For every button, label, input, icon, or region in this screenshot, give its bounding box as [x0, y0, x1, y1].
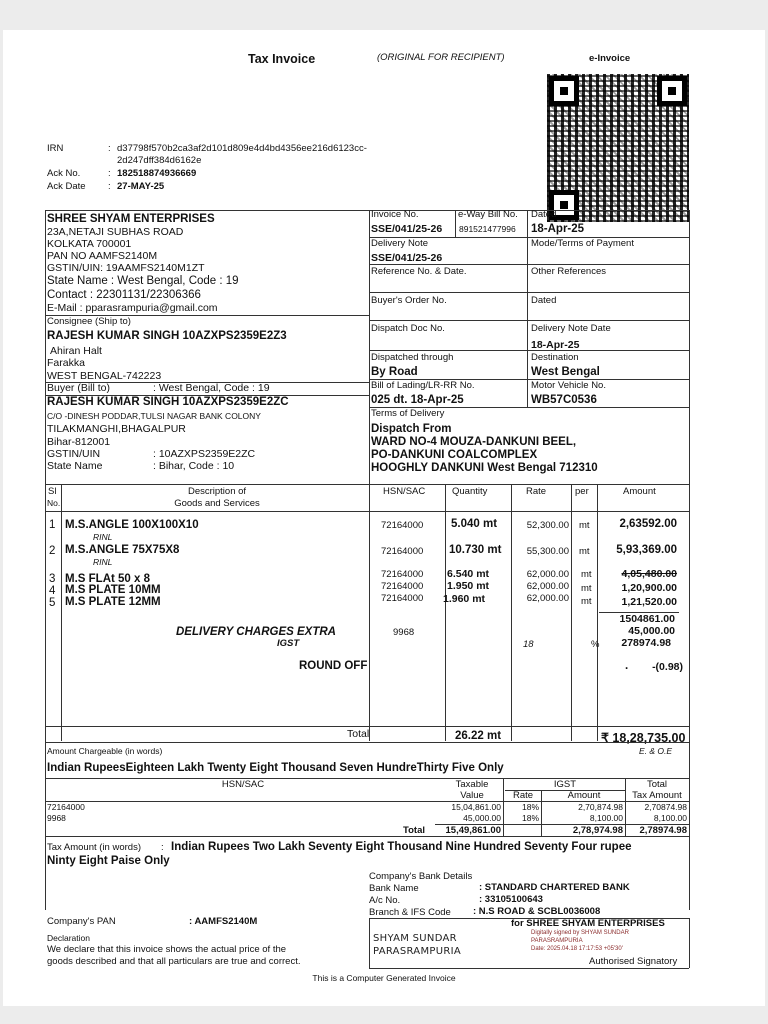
- tax-row-taxable: 15,04,861.00: [451, 802, 501, 812]
- delivery-note-date: 18-Apr-25: [531, 339, 580, 351]
- invoice-no-label: Invoice No.: [371, 209, 419, 220]
- signer-name-2: PARASRAMPURIA: [373, 946, 461, 957]
- eway-no: 891521477996: [459, 224, 516, 234]
- bank-ac-value: : 33105100643: [479, 894, 543, 905]
- irn-label: IRN: [47, 143, 64, 154]
- seller-address-2: KOLKATA 700001: [47, 238, 132, 250]
- delivery-note-label: Delivery Note: [371, 238, 429, 249]
- tax-row-amount: 2,70,874.98: [578, 802, 623, 812]
- item-qty: 5.040 mt: [451, 518, 498, 530]
- item-per: mt: [579, 546, 590, 557]
- tax-col-rate: Rate: [512, 790, 534, 801]
- item-per: mt: [581, 583, 592, 594]
- declaration-line-1: We declare that this invoice shows the actual price of the: [47, 944, 287, 955]
- item-hsn: 72164000: [381, 546, 424, 557]
- bol-label: Bill of Lading/LR-RR No.: [371, 380, 475, 391]
- tax-col-total-2: Tax Amount: [632, 790, 682, 801]
- tax-total-label: Total: [403, 825, 425, 836]
- tax-row-taxable: 45,000.00: [463, 813, 501, 823]
- seller-gstin: GSTIN/UIN: 19AAMFS2140M1ZT: [47, 262, 205, 274]
- buyer-line-1: C/O -DINESH PODDAR,TULSI NAGAR BANK COLONY: [47, 411, 261, 421]
- eoe: E. & O.E: [639, 746, 673, 756]
- tax-row-hsn: 72164000: [47, 802, 85, 812]
- invoice-no: SSE/041/25-26: [371, 223, 443, 235]
- company-pan-label: Company's PAN: [47, 916, 116, 927]
- digital-sig-3: Date: 2025.04.18 17:17:53 +05'30': [531, 946, 623, 952]
- seller-name: SHREE SHYAM ENTERPRISES: [47, 213, 215, 225]
- item-qty: 10.730 mt: [449, 544, 502, 556]
- tax-col-amount: Amount: [567, 790, 601, 801]
- delivery-hsn: 9968: [393, 627, 415, 638]
- col-amount: Amount: [623, 486, 656, 497]
- ack-date-value: 27-MAY-25: [117, 181, 165, 192]
- consignee-name: RAJESH KUMAR SINGH 10AZXPS2359E2Z3: [47, 330, 287, 342]
- seller-pan: PAN NO AAMFS2140M: [47, 250, 158, 262]
- col-desc-1: Description of: [187, 486, 247, 497]
- bol-value: 025 dt. 18-Apr-25: [371, 394, 464, 406]
- item-rate: 55,300.00: [526, 546, 569, 557]
- dated-label: Dated: [531, 209, 557, 220]
- item-desc: M.S.ANGLE 75X75X8: [65, 544, 180, 556]
- tax-col-igst: IGST: [553, 779, 577, 790]
- item-sl: 5: [49, 597, 56, 609]
- vehicle-label: Motor Vehicle No.: [531, 380, 606, 391]
- col-rate: Rate: [526, 486, 547, 497]
- tax-words-line-2: Ninty Eight Paise Only: [47, 855, 170, 867]
- bank-name-label: Bank Name: [369, 883, 419, 894]
- seller-state: State Name : West Bengal, Code : 19: [47, 275, 239, 287]
- signer-name-1: SHYAM SUNDAR: [373, 933, 457, 944]
- item-per: mt: [581, 569, 592, 580]
- roundoff-amount: -(0.98): [652, 661, 683, 673]
- tax-words-sep: :: [161, 842, 164, 853]
- ack-date-label: Ack Date: [47, 181, 86, 192]
- col-no: No.: [47, 498, 61, 508]
- digital-sig-2: PARASRAMPURIA: [531, 938, 583, 944]
- tax-words-label: Tax Amount (in words): [47, 842, 141, 853]
- item-sub: RINL: [93, 557, 113, 567]
- bank-title: Company's Bank Details: [369, 871, 473, 882]
- irn-value-1: d37798f570b2ca3af2d101d809e4d4bd4356ee216d6123cc-: [117, 143, 367, 154]
- igst-amount: 278974.98: [621, 637, 671, 649]
- ref-label: Reference No. & Date.: [371, 266, 467, 277]
- tax-col-total-1: Total: [646, 779, 668, 790]
- buyer-line-3: Bihar-812001: [47, 436, 111, 448]
- item-hsn: 72164000: [381, 569, 424, 580]
- item-sl: 4: [49, 585, 56, 597]
- item-rate: 62,000.00: [526, 581, 569, 592]
- seller-contact: Contact : 22301131/22306366: [47, 289, 201, 301]
- irn-colon: :: [108, 143, 111, 154]
- copy-label: (ORIGINAL FOR RECIPIENT): [377, 52, 505, 63]
- buyer-state-inline: : West Bengal, Code : 19: [153, 382, 270, 394]
- consignee-line-1: Ahiran Halt: [50, 345, 102, 357]
- consignee-label: Consignee (Ship to): [47, 316, 131, 327]
- buyer-order-dated-label: Dated: [531, 295, 557, 306]
- terms-label: Terms of Delivery: [371, 408, 445, 419]
- declaration-line-2: goods described and that all particulars are true and correct.: [47, 956, 301, 967]
- qr-code: [547, 74, 689, 222]
- col-desc-2: Goods and Services: [174, 498, 260, 509]
- tax-col-hsn: HSN/SAC: [221, 779, 265, 790]
- dispatched-through: By Road: [371, 366, 418, 378]
- tax-col-taxable-2: Value: [460, 790, 484, 801]
- delivery-note: SSE/041/25-26: [371, 252, 443, 264]
- invoice-sheet: Tax Invoice (ORIGINAL FOR RECIPIENT) e-Invoice IRN : d37798f570b2ca3af2d101d809e4d4bd4356ee216d6123cc- 2d247dff384d6162e Ack No. : 182518874936669 Ack Date : 27-MAY-25 SHREE SHYAM ENTERPRISES 23A,NETAJI SUBHAS ROAD KOLKATA 700001 PAN NO AAMFS2140M GSTIN/UIN: 19AAMFS2140M1ZT State Name : West Bengal, Code : 19 Contact : 22301131/22306366 E-Mail : pparasrampuria@gmail.com Consignee (Ship to) RAJESH KUMAR SINGH 10AZXPS2359E2Z3 Ahiran Halt Farakka WEST BENGAL-742223 Buyer (Bill to) : West Bengal, Code : 19 RAJESH KUMAR SINGH 10AZXPS2359E2ZC C/O -DINESH PODDAR,TULSI NAGAR BANK COLONY TILAKMANGHI,BHAGALPUR Bihar-812001 GSTIN/UIN : 10AZXPS2359E2ZC State Name : Bihar, Code : 10 Invoice No. e-Way Bill No. Dated SSE/041/25-26 891521477996 18-Apr-25 Delivery Note Mode/Terms of Payment SSE/041/25-26 Reference No. & Date. Other References Buyer's Order No. Dated Dispatch Doc No. Delivery Note Date 18-Apr-25 Dispatched through Destination By Road West Bengal Bill of Lading/LR-RR No. Motor Vehicle No. 025 dt. 18-Apr-25 WB57C0536 Terms of Delivery Dispatch From WARD NO-4 MOUZA-DANKUNI BEEL, PO-DANKUNI COALCOMPLEX HOOGHLY DANKUNI West Bengal 712310 Sl No. Description of Goods and Services HSN/SAC Quantity Rate per Amount 1 M.S.ANGLE 100X100X10 RINL 72164000 5.040 mt 52,300.00 mt 2,63592.00 2 M.S.ANGLE 75X75X8 RINL 72164000 10.730 mt 55,300.00 mt 5,93,369.00 3 M.S FLAt 50 x 8 72164000 6.540 mt 62,000.00 mt 4,05,480.00 4 M.S PLATE 10MM 72164000 1.950 mt 62,000.00 mt 1,20,900.00 5 M.S PLATE 12MM 72164000 1.960 mt 62,000.00 mt 1,21,520.00 1504861.00 DELIVERY CHARGES EXTRA 9968 45,000.00 IGST 18 % 278974.98 ROUND OFF . -(0.98) Total 26.22 mt ₹ 18,28,735.00 Amount Chargeable (in words) E. & O.E Indian RupeesEighteen Lakh Twenty Eight Thousand Seven HundreThirty Five Only HSN/SAC Taxable Value IGST Rate Amount Total Tax Amount 72164000 15,04,861.00 18% 2,70,874.98 2,70874.98 9968 45,000.00 18% 8,100.00 8,100.00 Total 15,49,861.00 2,78,974.98 2,78974.98 Tax Amount (in words) : Indian Rupees Two Lakh Seventy Eight Thousand Nine Hundred Seventy Four rupee Ninty Eight Paise Only Company's Bank Details Bank Name : STANDARD CHARTERED BANK A/c No. : 33105100643 Branch & IFS Code : N.S ROAD & SCBL0036008 Company's PAN : AAMFS2140M Declaration We declare that this invoice shows the actual price of the goods described and that all particulars are true and correct. for SHREE SHYAM ENTERPRISES SHYAM SUNDAR PARASRAMPURIA Digitally signed by SHYAM SUNDAR PARASRAMPURIA Date: 2025.04.18 17:17:53 +05'30' Authorised Signatory This is a Computer Generated Invoice: [3, 30, 765, 1006]
- tax-col-taxable-1: Taxable: [455, 779, 489, 790]
- item-desc: M.S.ANGLE 100X100X10: [65, 519, 199, 531]
- item-qty: 6.540 mt: [447, 568, 490, 580]
- igst-rate: 18: [523, 639, 534, 650]
- seller-address-1: 23A,NETAJI SUBHAS ROAD: [47, 226, 184, 238]
- buyer-gstin-value: : 10AZXPS2359E2ZC: [153, 448, 256, 460]
- item-sl: 1: [49, 519, 56, 531]
- item-rate: 62,000.00: [526, 593, 569, 604]
- item-sl: 3: [49, 573, 56, 585]
- roundoff-label: ROUND OFF: [299, 660, 368, 672]
- item-hsn: 72164000: [381, 520, 424, 531]
- dispatch-line-2: PO-DANKUNI COALCOMPLEX: [371, 449, 538, 461]
- mode-label: Mode/Terms of Payment: [531, 238, 634, 249]
- col-per: per: [575, 486, 589, 497]
- tax-total-amount: 2,78,974.98: [572, 825, 623, 836]
- item-desc: M.S PLATE 10MM: [65, 584, 161, 596]
- igst-per: %: [591, 639, 600, 650]
- irn-value-2: 2d247dff384d6162e: [117, 155, 202, 166]
- dispatched-through-label: Dispatched through: [371, 352, 454, 363]
- buyer-gstin-label: GSTIN/UIN: [47, 448, 101, 460]
- amount-words: Indian RupeesEighteen Lakh Twenty Eight Thousand Seven HundreThirty Five Only: [47, 762, 504, 774]
- item-amount: 2,63592.00: [619, 518, 677, 530]
- einvoice-label: e-Invoice: [589, 53, 631, 64]
- buyer-label: Buyer (Bill to): [47, 382, 111, 394]
- igst-label: IGST: [277, 638, 300, 649]
- item-qty: 1.950 mt: [447, 580, 490, 592]
- buyer-order-label: Buyer's Order No.: [371, 295, 447, 306]
- item-desc: M.S FLAt 50 x 8: [65, 573, 150, 585]
- item-per: mt: [579, 520, 590, 531]
- consignee-line-3: WEST BENGAL-742223: [47, 370, 162, 382]
- item-hsn: 72164000: [381, 593, 424, 604]
- total-amount: ₹ 18,28,735.00: [601, 731, 686, 745]
- tax-words-line-1: Indian Rupees Two Lakh Seventy Eight Thousand Nine Hundred Seventy Four rupee: [171, 841, 632, 853]
- destination: West Bengal: [531, 366, 600, 378]
- item-rate: 52,300.00: [526, 520, 569, 531]
- item-sub: RINL: [93, 532, 113, 542]
- consignee-line-2: Farakka: [47, 357, 85, 369]
- tax-row-amount: 8,100.00: [589, 813, 623, 823]
- col-qty: Quantity: [452, 486, 488, 497]
- item-amount: 1,20,900.00: [621, 582, 677, 594]
- ack-no-label: Ack No.: [47, 168, 81, 179]
- words-label: Amount Chargeable (in words): [47, 746, 163, 756]
- tax-total-taxable: 15,49,861.00: [445, 825, 501, 836]
- item-qty: 1.960 mt: [443, 593, 486, 605]
- buyer-line-2: TILAKMANGHI,BHAGALPUR: [47, 423, 186, 435]
- seller-email: E-Mail : pparasrampuria@gmail.com: [47, 302, 218, 314]
- tax-row-total: 8,100.00: [653, 813, 687, 823]
- bank-branch-value: : N.S ROAD & SCBL0036008: [473, 906, 601, 917]
- roundoff-dot: .: [625, 660, 629, 672]
- total-qty: 26.22 mt: [455, 730, 502, 742]
- digital-sig-1: Digitally signed by SHYAM SUNDAR: [531, 930, 629, 936]
- tax-row-rate: 18%: [521, 802, 539, 812]
- buyer-state-label: State Name: [47, 460, 103, 472]
- buyer-state-value: : Bihar, Code : 10: [153, 460, 235, 472]
- dated-value: 18-Apr-25: [531, 223, 585, 235]
- delivery-label: DELIVERY CHARGES EXTRA: [176, 626, 336, 638]
- destination-label: Destination: [531, 352, 579, 363]
- col-hsn: HSN/SAC: [383, 486, 426, 497]
- item-hsn: 72164000: [381, 581, 424, 592]
- item-sl: 2: [49, 545, 56, 557]
- invoice-title: Tax Invoice: [248, 52, 316, 66]
- eway-label: e-Way Bill No.: [458, 209, 518, 220]
- dispatch-line-1: WARD NO-4 MOUZA-DANKUNI BEEL,: [371, 436, 577, 448]
- dispatch-line-3: HOOGHLY DANKUNI West Bengal 712310: [371, 462, 598, 474]
- declaration-label: Declaration: [47, 933, 90, 943]
- item-per: mt: [581, 596, 592, 607]
- dispatch-from: Dispatch From: [371, 423, 452, 435]
- for-label: for SHREE SHYAM ENTERPRISES: [511, 918, 665, 929]
- buyer-name: RAJESH KUMAR SINGH 10AZXPS2359E2ZC: [47, 396, 289, 408]
- authorised-signatory: Authorised Signatory: [589, 956, 678, 967]
- delivery-note-date-label: Delivery Note Date: [531, 323, 611, 334]
- item-desc: M.S PLATE 12MM: [65, 596, 161, 608]
- bank-branch-label: Branch & IFS Code: [369, 907, 451, 918]
- item-amount: 1,21,520.00: [621, 596, 677, 608]
- subtotal: 1504861.00: [619, 613, 675, 625]
- item-amount: 4,05,480.00: [621, 568, 677, 580]
- dispatch-doc-label: Dispatch Doc No.: [371, 323, 445, 334]
- tax-total-tax: 2,78974.98: [639, 825, 687, 836]
- tax-row-hsn: 9968: [47, 813, 66, 823]
- col-sl: Sl: [48, 486, 57, 497]
- bank-name-value: : STANDARD CHARTERED BANK: [479, 882, 630, 893]
- tax-row-rate: 18%: [521, 813, 539, 823]
- ack-no-value: 182518874936669: [117, 168, 197, 179]
- vehicle-value: WB57C0536: [531, 394, 597, 406]
- other-ref-label: Other References: [531, 266, 606, 277]
- item-amount: 5,93,369.00: [616, 544, 677, 556]
- total-label: Total: [347, 728, 370, 740]
- bank-ac-label: A/c No.: [369, 895, 401, 906]
- item-rate: 62,000.00: [526, 569, 569, 580]
- delivery-amount: 45,000.00: [628, 625, 675, 637]
- company-pan-value: : AAMFS2140M: [189, 916, 258, 927]
- tax-row-total: 2,70874.98: [644, 802, 687, 812]
- computer-generated-note: This is a Computer Generated Invoice: [312, 973, 456, 983]
